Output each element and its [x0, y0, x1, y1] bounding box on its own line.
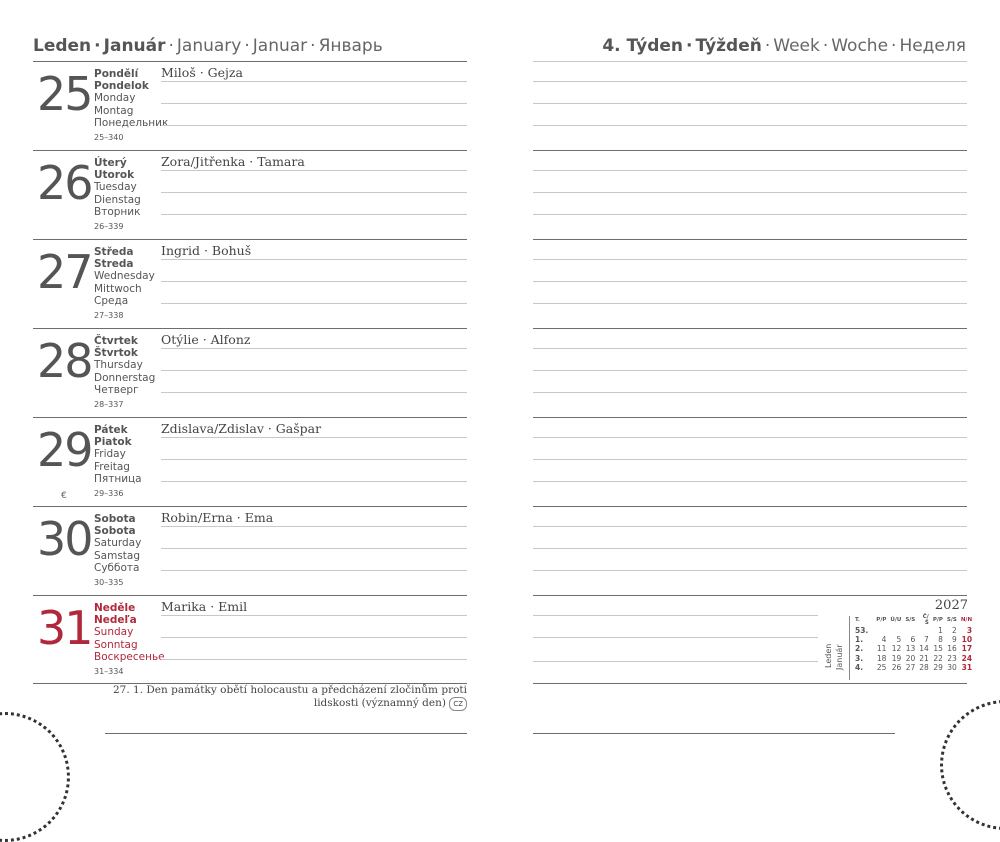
binder-ring-left	[0, 712, 70, 842]
day-name-de: Samstag	[94, 549, 141, 562]
mini-calendar-week-number: 1.	[855, 635, 864, 645]
right-page-writing-line[interactable]	[533, 637, 818, 638]
day-names	[94, 246, 155, 322]
right-page-day-rule	[533, 239, 967, 240]
name-day: Miloš · Gejza	[161, 65, 243, 80]
mini-calendar-day: 16	[947, 644, 957, 654]
day-of-year: 28–337	[94, 400, 124, 410]
day-name-de: Mittwoch	[94, 282, 142, 295]
right-page-writing-line[interactable]	[533, 459, 967, 460]
mini-calendar-day: 2	[952, 626, 957, 636]
name-day: Ingrid · Bohuš	[161, 243, 252, 258]
name-day: Zora/Jitřenka · Tamara	[161, 154, 305, 169]
right-page-bottom-rule	[533, 683, 967, 684]
day-names	[94, 335, 155, 411]
mini-calendar-year: 2027	[934, 598, 968, 613]
writing-line[interactable]	[161, 481, 467, 482]
mini-calendar-day-header: N/N	[960, 617, 973, 623]
mini-calendar-day: 14	[919, 644, 929, 654]
writing-line[interactable]	[161, 659, 467, 660]
right-page-writing-line[interactable]	[533, 370, 967, 371]
name-day: Robin/Erna · Ema	[161, 510, 274, 525]
month-cz: Leden	[33, 36, 92, 56]
day-of-year: 30–335	[94, 578, 124, 588]
day-name-de: Freitag	[94, 460, 130, 473]
writing-line[interactable]	[161, 125, 467, 126]
day-name-cz: Pátek	[94, 424, 128, 436]
day-top-rule	[33, 595, 467, 596]
mini-calendar-day: 25	[876, 662, 887, 672]
day-name-en: Monday	[94, 92, 136, 105]
day-name-en: Saturday	[94, 537, 142, 550]
binder-ring-right	[940, 700, 1000, 830]
mini-calendar-day: 26	[891, 662, 902, 672]
day-names	[94, 424, 142, 500]
mini-calendar-row	[853, 654, 974, 663]
day-block	[33, 506, 467, 595]
mini-calendar-week-number: 2.	[855, 644, 864, 654]
mini-calendar-row	[853, 626, 974, 635]
right-page-writing-line[interactable]	[533, 192, 967, 193]
right-page-writing-line[interactable]	[533, 437, 967, 438]
footnote-text: 27. 1. Den památky obětí holocaustu a předcházení zločinům proti lidskosti (významný den)	[112, 684, 467, 709]
day-block	[33, 61, 467, 150]
mini-calendar-week-number: 4.	[855, 662, 864, 672]
right-page-writing-line[interactable]	[533, 481, 967, 482]
day-name-en: Tuesday	[94, 181, 137, 194]
mini-calendar-day-header: P/P	[876, 617, 887, 623]
mini-calendar-week-number: 3.	[855, 653, 864, 663]
mini-calendar-day: 28	[919, 662, 929, 672]
writing-line[interactable]	[161, 192, 467, 193]
day-number: 27	[37, 245, 92, 299]
day-number: 30	[37, 512, 92, 566]
day-name-sk: Piatok	[94, 436, 132, 449]
mini-calendar-day: 13	[905, 644, 916, 654]
euro-icon: €	[61, 491, 67, 501]
cz-badge: CZ	[449, 697, 467, 712]
right-page-writing-line[interactable]	[533, 81, 967, 82]
mini-calendar	[824, 598, 973, 680]
right-page-writing-line[interactable]	[533, 214, 967, 215]
month-ru: Январь	[318, 36, 383, 56]
writing-line[interactable]	[161, 392, 467, 393]
day-block	[33, 328, 467, 417]
mini-calendar-row	[853, 663, 974, 672]
mini-calendar-day: 27	[905, 662, 916, 672]
right-page-day-rule	[533, 150, 967, 151]
name-day: Otýlie · Alfonz	[161, 332, 251, 347]
day-name-ru: Понедельник	[94, 116, 169, 129]
mini-calendar-day: 11	[876, 644, 887, 654]
day-name-cz: Středa	[94, 246, 134, 258]
right-page-writing-line[interactable]	[533, 125, 967, 126]
right-page-writing-line[interactable]	[533, 170, 967, 171]
day-name-de: Montag	[94, 104, 134, 117]
day-name-de: Sonntag	[94, 638, 138, 651]
writing-line[interactable]	[161, 637, 467, 638]
day-block	[33, 417, 467, 506]
day-name-ru: Среда	[94, 294, 129, 307]
mini-calendar-day	[888, 626, 903, 635]
bottom-rule-right	[533, 733, 895, 734]
mini-calendar-label-cz: Leden	[824, 643, 833, 668]
mini-calendar-day	[917, 626, 931, 635]
day-of-year: 29–336	[94, 489, 124, 499]
day-names	[94, 157, 141, 233]
writing-line[interactable]	[161, 103, 467, 104]
writing-line[interactable]	[161, 437, 467, 438]
mini-calendar-day: 20	[905, 653, 916, 663]
mini-calendar-row	[853, 635, 974, 644]
day-name-en: Wednesday	[94, 270, 155, 283]
day-block	[33, 595, 467, 684]
mini-calendar-day: 19	[891, 653, 902, 663]
day-top-rule	[33, 328, 467, 329]
day-name-sk: Streda	[94, 258, 134, 271]
mini-calendar-day	[874, 626, 888, 635]
day-name-en: Sunday	[94, 626, 134, 639]
week-sk: Týždeň	[695, 36, 762, 56]
right-page-day-rule	[533, 506, 967, 507]
mini-calendar-day-header: Č/Š	[922, 614, 929, 626]
right-page-writing-line[interactable]	[533, 615, 818, 616]
page-title-week: 4. Týden · Týždeň · Week · Woche · Неделя	[602, 36, 966, 56]
day-top-rule	[33, 150, 467, 151]
mini-calendar-day-header: P/P	[932, 617, 943, 623]
right-page-day-rule	[533, 328, 967, 329]
writing-line[interactable]	[161, 170, 467, 171]
day-number: 25	[37, 67, 92, 121]
mini-calendar-day: 29	[933, 662, 943, 672]
mini-calendar-day: 24	[961, 653, 973, 663]
month-en: January	[176, 36, 242, 56]
mini-calendar-label-sk: Január	[835, 644, 844, 670]
day-name-sk: Pondelok	[94, 80, 149, 93]
day-top-rule	[33, 239, 467, 240]
mini-calendar-day: 15	[933, 644, 943, 654]
day-name-sk: Štvrtok	[94, 347, 138, 360]
mini-calendar-day: 8	[938, 635, 943, 645]
day-name-ru: Вторник	[94, 205, 141, 218]
mini-calendar-day: 7	[924, 635, 929, 645]
mini-calendar-day: 6	[910, 635, 916, 645]
writing-line[interactable]	[161, 259, 467, 260]
mini-calendar-day: 17	[961, 644, 973, 654]
footnote	[100, 684, 467, 711]
day-top-rule	[33, 506, 467, 507]
writing-line[interactable]	[161, 548, 467, 549]
mini-calendar-day: 23	[947, 653, 957, 663]
day-name-sk: Sobota	[94, 525, 136, 538]
writing-line[interactable]	[161, 570, 467, 571]
right-page-writing-line[interactable]	[533, 661, 818, 662]
writing-line[interactable]	[161, 348, 467, 349]
day-names	[94, 513, 141, 589]
day-name-ru: Воскресенье	[94, 650, 165, 663]
writing-line[interactable]	[161, 81, 467, 82]
mini-calendar-month-label	[824, 618, 852, 678]
bottom-rule-left	[105, 733, 467, 734]
mini-calendar-day: 21	[919, 653, 929, 663]
mini-calendar-row	[853, 644, 974, 653]
right-page-writing-line[interactable]	[533, 392, 967, 393]
day-name-ru: Четверг	[94, 383, 139, 396]
day-number: 26	[37, 156, 92, 210]
week-de: Woche	[831, 36, 889, 56]
mini-calendar-day: 3	[966, 626, 973, 636]
week-ru: Неделя	[899, 36, 966, 56]
mini-calendar-day: 10	[961, 635, 973, 645]
mini-calendar-day: 9	[952, 635, 957, 645]
day-of-year: 27–338	[94, 311, 124, 321]
writing-line[interactable]	[161, 281, 467, 282]
mini-calendar-day: 5	[896, 635, 902, 645]
day-name-de: Donnerstag	[94, 371, 156, 384]
writing-line[interactable]	[161, 615, 467, 616]
week-cz: 4. Týden	[602, 36, 684, 56]
month-sk: Január	[103, 36, 166, 56]
day-number: 31	[37, 601, 92, 655]
month-de: Januar	[252, 36, 308, 56]
day-top-rule	[33, 417, 467, 418]
name-day: Marika · Emil	[161, 599, 248, 614]
day-name-en: Thursday	[94, 359, 143, 372]
mini-calendar-day: 18	[876, 653, 887, 663]
writing-line[interactable]	[161, 526, 467, 527]
right-page-writing-line[interactable]	[533, 548, 967, 549]
right-page-top-rule	[533, 61, 967, 62]
day-number: 29	[37, 423, 92, 477]
mini-calendar-grid	[853, 614, 974, 672]
day-block	[33, 150, 467, 239]
mini-calendar-day-header: S/S	[905, 617, 916, 623]
week-en: Week	[773, 36, 820, 56]
right-page-writing-line[interactable]	[533, 281, 967, 282]
mini-calendar-day: 4	[881, 635, 887, 645]
day-name-en: Friday	[94, 448, 126, 461]
day-name-cz: Neděle	[94, 602, 136, 614]
name-day: Zdislava/Zdislav · Gašpar	[161, 421, 322, 436]
day-name-cz: Úterý	[94, 157, 127, 169]
day-number: 28	[37, 334, 92, 388]
mini-calendar-day	[903, 626, 917, 635]
mini-calendar-day: 31	[961, 662, 973, 672]
day-name-cz: Pondělí	[94, 68, 139, 80]
mini-calendar-day: 12	[891, 644, 902, 654]
day-names	[94, 68, 168, 144]
right-page-writing-line[interactable]	[533, 103, 967, 104]
day-name-sk: Nedeľa	[94, 614, 137, 627]
right-page-writing-line[interactable]	[533, 348, 967, 349]
day-name-ru: Суббота	[94, 561, 140, 574]
day-of-year: 25–340	[94, 133, 124, 143]
day-name-cz: Čtvrtek	[94, 335, 138, 347]
mini-calendar-week-number: 53.	[855, 626, 869, 636]
day-name-sk: Utorok	[94, 169, 135, 182]
day-name-ru: Пятница	[94, 472, 142, 485]
day-of-year: 31–334	[94, 667, 124, 677]
writing-line[interactable]	[161, 459, 467, 460]
writing-line[interactable]	[161, 370, 467, 371]
right-page-writing-line[interactable]	[533, 570, 967, 571]
mini-calendar-day-header: Ú/U	[890, 617, 902, 623]
right-page-day-rule	[533, 595, 967, 596]
day-top-rule	[33, 61, 467, 62]
mini-calendar-separator	[849, 616, 850, 680]
day-name-cz: Sobota	[94, 513, 136, 525]
mini-calendar-day: 22	[933, 653, 943, 663]
day-block	[33, 239, 467, 328]
right-page-writing-line[interactable]	[533, 526, 967, 527]
day-names	[94, 602, 165, 678]
day-name-de: Dienstag	[94, 193, 141, 206]
mini-calendar-day: 30	[947, 662, 957, 672]
writing-line[interactable]	[161, 214, 467, 215]
writing-line[interactable]	[161, 303, 467, 304]
day-of-year: 26–339	[94, 222, 124, 232]
right-page-day-rule	[533, 417, 967, 418]
right-page-writing-line[interactable]	[533, 303, 967, 304]
right-page-writing-line[interactable]	[533, 259, 967, 260]
mini-calendar-day-header: S/S	[946, 617, 957, 623]
mini-calendar-week-header: T.	[855, 617, 861, 623]
page-title-month: Leden · Január · January · Januar · Январь	[33, 36, 383, 56]
mini-calendar-day: 1	[938, 626, 943, 636]
